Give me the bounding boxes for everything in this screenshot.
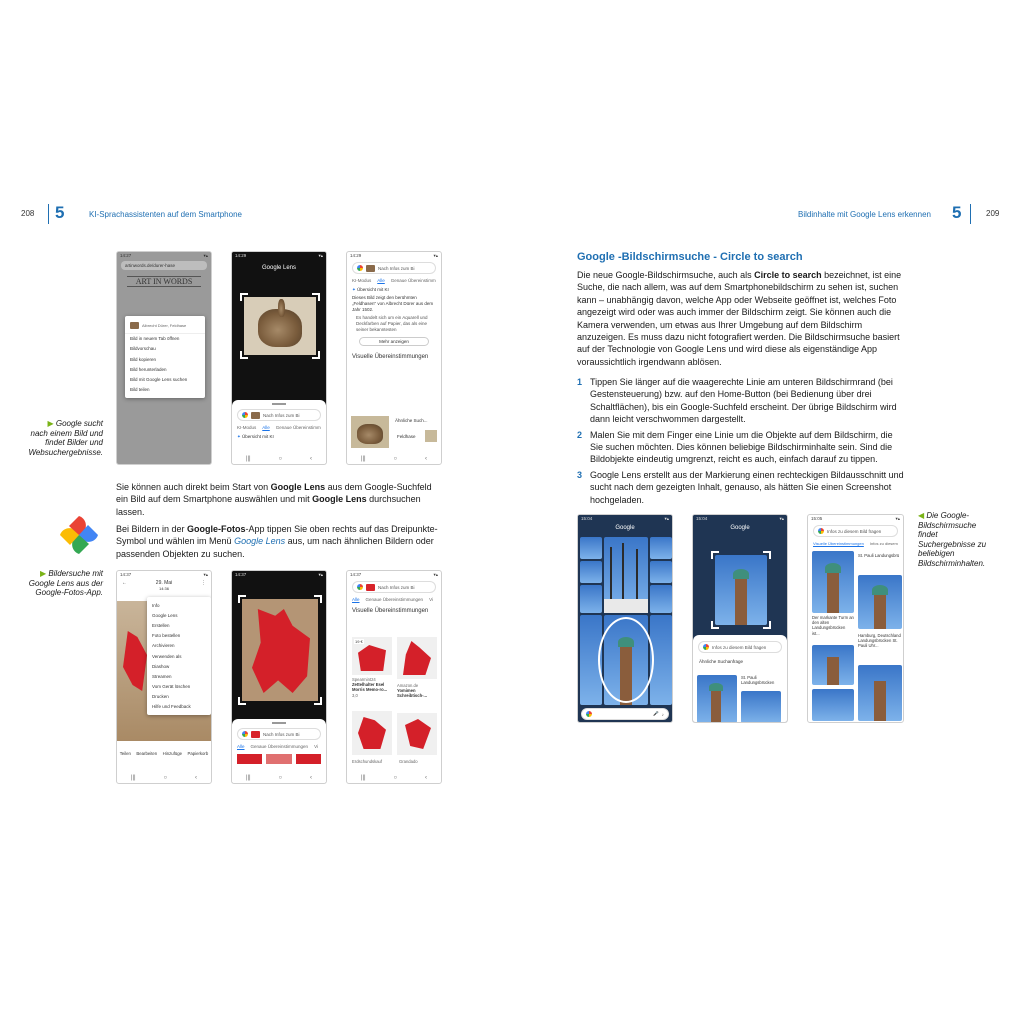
crop-corner[interactable]: [240, 293, 248, 301]
tab-alle[interactable]: Alle: [377, 278, 385, 283]
ai-overview-bullet: Es handelt sich um ein Aquarell und Deckfarben auf Papier, das als eine seiner bekanntesten: [356, 315, 428, 332]
google-icon: [703, 644, 709, 650]
site-logo: ART IN WORDS: [127, 276, 201, 287]
screenshot-google-fotos-menu: [116, 570, 212, 784]
step-3: 3 Google Lens erstellt aus der Markierung einen rechteckigen Bildausschnitt und sucht nach dem gezeigten Inhalt, genauso, als hätten Sie einen Screenshot hochgeladen.: [577, 469, 904, 505]
instruction-steps: [577, 376, 904, 509]
gallery-tile[interactable]: [580, 561, 602, 583]
cropped-image: [715, 555, 767, 625]
status-bar: 14:29 ▾▴: [232, 252, 326, 260]
screenshot-visual-matches-tower: [807, 514, 904, 723]
match-image[interactable]: [812, 689, 854, 721]
right-chapter-number: 5: [952, 203, 962, 222]
tab-alle[interactable]: Alle: [352, 597, 360, 602]
product-2-info[interactable]: Amazon.de Yomimen Schreibtisch-...: [397, 683, 428, 699]
sheet-handle[interactable]: [272, 722, 286, 724]
search-field[interactable]: Nach Infos zum Bi: [352, 262, 436, 274]
photo-header: [117, 579, 211, 593]
more-icon[interactable]: ⋮: [201, 580, 206, 586]
match-image[interactable]: [351, 416, 389, 448]
search-field[interactable]: Nach Infos zum Bi: [352, 581, 436, 593]
status-bar: 14:27 ▾▴: [117, 252, 211, 260]
gallery-tile[interactable]: [650, 561, 672, 583]
right-running-head: Bildinhalte mit Google Lens erkennen: [798, 210, 931, 219]
red-figure: [252, 609, 310, 693]
match-card-1[interactable]: St. Pauli Landungsbrü: [858, 553, 900, 558]
image-thumbnail: [251, 731, 260, 738]
menu-item-google-lens[interactable]: Bild mit Google Lens suchen: [130, 376, 188, 382]
product-1-info[interactable]: Spearmint24 Zettelhalter Esel Morris Memo-ro... 3,0: [352, 677, 388, 698]
nav-bar: ||| ○ ‹: [130, 775, 198, 781]
browser-context-menu: [125, 316, 205, 398]
result-tabs: [808, 541, 903, 546]
screenshot-lens-red-figure: [231, 570, 327, 784]
result-image[interactable]: [697, 675, 737, 723]
paragraph-circle-to-search-intro: Die neue Google-Bildschirmsuche, auch als Circle to search bezeichnet, ist eine Suche, die nach allem, was auf dem Smartphonebildschirm zu sehen ist, suchen kann – unabhängig davon, welche App oder Webseite geöffnet ist, welches Foto angezeigt wird oder was auch immer der Bildschirm zeigt. Sie können auch die Kamera verwenden, um etwas aus Ihrer Umgebung auf dem Bildschirm anzuzeigen. Es muss dazu nicht fotografiert werden. Die Bildschirmsuche basiert auf der Technologie von Google Lens und wird diese als eigenständige App voraussichtlich irgendwann ablösen.: [577, 270, 902, 367]
search-field[interactable]: Infos zu diesem Bild fragen: [813, 525, 898, 537]
menu-item[interactable]: Bild herunterladen: [130, 366, 167, 372]
caption-bildschirmsuche: ◀ Die Google-Bildschirmsuche findet Suchergebnisse zu beliebigen Bildschirminhalten.: [918, 511, 987, 568]
left-running-head: KI-Sprachassistenten auf dem Smartphone: [89, 210, 242, 219]
crop-corner[interactable]: [711, 621, 719, 629]
caption-google-search: ▶ Google sucht nach einem Bild und findet Bilder und Websuchergebnisse.: [28, 419, 103, 457]
crop-corner[interactable]: [312, 293, 320, 301]
search-field[interactable]: Nach Infos zum Bi: [237, 409, 321, 421]
match-card-3[interactable]: Hamburg, Deutschland Landungsbrücken St. Pauli Uhr...: [858, 633, 901, 649]
status-bar: 15:05 ▾▴: [811, 516, 900, 521]
match-image[interactable]: [812, 551, 854, 613]
menu-item[interactable]: Streamen: [152, 673, 172, 679]
product-image-2[interactable]: [397, 637, 437, 679]
section-heading: Google -Bildschirmsuche - Circle to search: [577, 251, 803, 263]
visual-matches-heading: Visuelle Übereinstimmungen: [352, 354, 429, 360]
google-icon: [357, 265, 363, 271]
image-thumbnail: [366, 265, 375, 272]
search-field[interactable]: Nach Infos zum Bi: [237, 728, 321, 740]
menu-item[interactable]: Bild in neuem Tab öffnen: [130, 336, 180, 342]
crop-corner[interactable]: [711, 551, 719, 559]
results-sheet: [693, 635, 787, 722]
menu-item[interactable]: Bildvorschau: [130, 346, 156, 352]
add-button[interactable]: Hinzufüge: [162, 751, 183, 756]
menu-item[interactable]: Erstellen: [152, 622, 170, 628]
paragraph-google-lens-start: Sie können auch direkt beim Start von Google Lens aus dem Google-Suchfeld ein Bild auf dem Smartphone auswählen und mit Google Lens durchsuchen lassen.: [116, 482, 432, 517]
ai-overview-text: Dieses Bild zeigt den berühmten „Feldhasen" von Albrecht Dürer aus dem Jahr 1502.: [352, 295, 434, 312]
google-icon: [242, 731, 248, 737]
tab-alle[interactable]: Alle: [262, 425, 270, 430]
google-icon: [586, 711, 592, 717]
photo-date: 29. Mai: [155, 580, 173, 586]
menu-item-google-lens[interactable]: Google Lens: [152, 612, 178, 618]
tab-ki-modus[interactable]: KI-Modus: [237, 425, 257, 430]
menu-header: Albrecht Dürer, Feldhase: [125, 319, 205, 334]
gallery-tile[interactable]: [580, 585, 602, 613]
app-title: Google: [730, 525, 750, 531]
similar-searches-heading: Ähnliche Suchanfrage: [699, 659, 744, 664]
right-page-number: 209: [986, 209, 1000, 218]
product-image-3[interactable]: [352, 711, 392, 755]
status-bar: 14:37 ▾▴: [120, 572, 208, 577]
address-bar: artinwords.de/durer-hase: [121, 261, 207, 270]
tab-infos[interactable]: Infos zu diesem: [869, 541, 898, 546]
google-photos-icon: [58, 514, 100, 556]
ai-overview-label: ✦ Übersicht mit KI: [237, 434, 274, 439]
tab-vi[interactable]: Vi: [314, 744, 318, 749]
screenshot-circle-to-search: [577, 514, 673, 723]
menu-item[interactable]: Bild teilen: [130, 387, 150, 393]
image-thumbnail: [366, 584, 375, 591]
hare-ear: [278, 299, 285, 317]
status-bar: 14:37 ▾▴: [350, 572, 438, 577]
menu-item[interactable]: Bild kopieren: [130, 356, 157, 362]
paragraph-google-fotos: Bei Bildern in der Google-Fotos-App tippen Sie oben rechts auf das Dreipunkte-Symbol und wählen im Menü Google Lens aus, um nach ähnlichen Bildern oder passenden Objekten zu suchen.: [116, 524, 438, 559]
header-divider: [48, 204, 49, 224]
figure-image: [242, 599, 318, 701]
photo-time: 14:36: [158, 586, 169, 591]
search-field[interactable]: Infos zu diesem Bild fragen: [698, 641, 782, 653]
image-thumbnail: [251, 412, 260, 419]
lens-title: Google Lens: [261, 265, 297, 271]
gallery-tile[interactable]: [650, 537, 672, 559]
crop-corner[interactable]: [238, 595, 246, 603]
price-badge: 19 €: [355, 639, 363, 644]
match-image[interactable]: [858, 575, 902, 629]
tab-genaue[interactable]: Genaue Übereinstimmungen: [250, 744, 309, 749]
result-thumbs: [232, 749, 326, 769]
tab-visual-matches[interactable]: Visuelle Übereinstimmungen: [813, 541, 864, 546]
nav-bar: ||| ○ ‹: [360, 456, 428, 462]
tab-genaue[interactable]: Genaue Übereinstimm: [275, 425, 321, 430]
nav-bar: ||| ○ ‹: [360, 775, 428, 781]
google-icon: [357, 584, 363, 590]
ai-overview-label: ✦ Übersicht mit KI: [352, 287, 389, 292]
stpauli-result[interactable]: St. Pauli Landungsbrücken: [741, 675, 775, 686]
gallery-tile[interactable]: [580, 537, 602, 559]
screenshot-circle-crop-results: [692, 514, 788, 723]
caption-google-fotos: ▶ Bildersuche mit Google Lens aus der Google-Fotos-App.: [28, 569, 103, 597]
menu-item[interactable]: Archivieren: [152, 643, 175, 649]
music-icon[interactable]: ♪: [661, 711, 664, 717]
share-button[interactable]: Teilen: [119, 751, 131, 756]
gallery-tile[interactable]: [650, 585, 672, 613]
crop-corner[interactable]: [312, 351, 320, 359]
nav-bar: ||| ○ ‹: [232, 454, 326, 464]
crop-corner[interactable]: [763, 551, 771, 559]
feldhase-chip[interactable]: Feldhase: [397, 434, 416, 439]
show-more-button[interactable]: Mehr anzeigen: [359, 337, 429, 346]
photo-action-bar: [117, 751, 211, 756]
gallery-tile[interactable]: [604, 537, 648, 613]
nav-bar: ||| ○ ‹: [232, 773, 326, 783]
menu-item[interactable]: Vom Gerät löschen: [152, 684, 191, 690]
similar-searches[interactable]: Ähnliche Such...: [395, 418, 428, 423]
tab-vi[interactable]: Vi: [429, 597, 433, 602]
result-tabs: [232, 425, 326, 430]
crop-corner[interactable]: [763, 621, 771, 629]
screenshot-lens-shopping-results: [346, 570, 442, 784]
chip-thumbnail: [425, 430, 437, 442]
match-image[interactable]: [812, 645, 854, 685]
hare-image: [244, 297, 316, 355]
match-card-2[interactable]: Der markante Turm an den alten Landungsbrücken ist...: [812, 615, 854, 636]
step-1: 1 Tippen Sie länger auf die waagerechte Linie am unteren Bildschirmrand (bei Gestensteuerung) bzw. auf den Home-Button (bei Bedienung über drei Schaltflächen), bis ein Google-Suchfeld erscheint. Der übrige Bildschirm wird dann leicht verschwommen dargestellt.: [577, 377, 897, 425]
menu-item[interactable]: Drucken: [152, 694, 169, 700]
google-icon: [818, 528, 824, 534]
result-tabs: [347, 278, 441, 283]
step-2: 2 Malen Sie mit dem Finger eine Linie um die Objekte auf dem Bildschirm, die Sie suchen möchten. Dies können beliebige Bildschirminhalte sein. Sind die Bildobjekte eindeutig umgrenzt, reicht es auch, einfach darauf zu tippen.: [577, 429, 893, 465]
red-figure: [123, 631, 147, 691]
search-bar[interactable]: [581, 708, 669, 720]
status-bar: 15:04 ▾▴: [693, 515, 787, 523]
result-image[interactable]: [741, 691, 781, 723]
menu-item[interactable]: Verwenden als: [152, 653, 182, 659]
screenshot-google-lens-hare: [231, 251, 327, 465]
tab-genaue[interactable]: Genaue Übereinstimmungen: [365, 597, 424, 602]
trash-button[interactable]: Papierkorb: [187, 751, 209, 756]
screenshot-browser-context-menu: [116, 251, 212, 465]
menu-item[interactable]: Foto bestellen: [152, 633, 181, 639]
sheet-handle[interactable]: [272, 403, 286, 405]
crop-corner[interactable]: [314, 595, 322, 603]
left-chapter-number: 5: [55, 203, 65, 222]
fotos-overflow-menu: [147, 597, 211, 715]
menu-item[interactable]: Diashow: [152, 663, 170, 669]
visual-matches-heading: Visuelle Übereinstimmungen: [352, 608, 429, 614]
crop-corner[interactable]: [240, 351, 248, 359]
tab-ki-modus[interactable]: KI-Modus: [352, 278, 372, 283]
tab-genaue[interactable]: Genaue Übereinstimm: [390, 278, 436, 283]
status-bar: 15:04 ▾▴: [578, 515, 672, 523]
menu-item-info[interactable]: Info: [152, 602, 160, 608]
image-thumbnail: [130, 322, 139, 329]
crop-corner[interactable]: [238, 697, 246, 705]
app-title: Google: [615, 525, 635, 531]
status-bar: 14:37 ▾▴: [232, 571, 326, 579]
left-page-number: 208: [21, 209, 35, 218]
mic-icon[interactable]: 🎤: [653, 711, 659, 716]
status-bar: 14:29 ▾▴: [350, 253, 438, 258]
circle-selection: [598, 617, 654, 703]
match-image[interactable]: [858, 665, 902, 721]
crop-corner[interactable]: [314, 697, 322, 705]
product-4-shop[interactable]: Grandado: [399, 759, 418, 764]
edit-button[interactable]: Bearbeiten: [136, 751, 158, 756]
tab-alle[interactable]: Alle: [237, 744, 245, 749]
product-image-4[interactable]: [397, 713, 437, 755]
product-3-shop[interactable]: Erdschundskauf: [352, 759, 383, 764]
menu-item[interactable]: Hilfe und Feedback: [152, 704, 191, 710]
screenshot-lens-results-hare: [346, 251, 442, 465]
google-icon: [242, 412, 248, 418]
back-icon[interactable]: ←: [122, 580, 127, 586]
header-divider: [970, 204, 971, 224]
